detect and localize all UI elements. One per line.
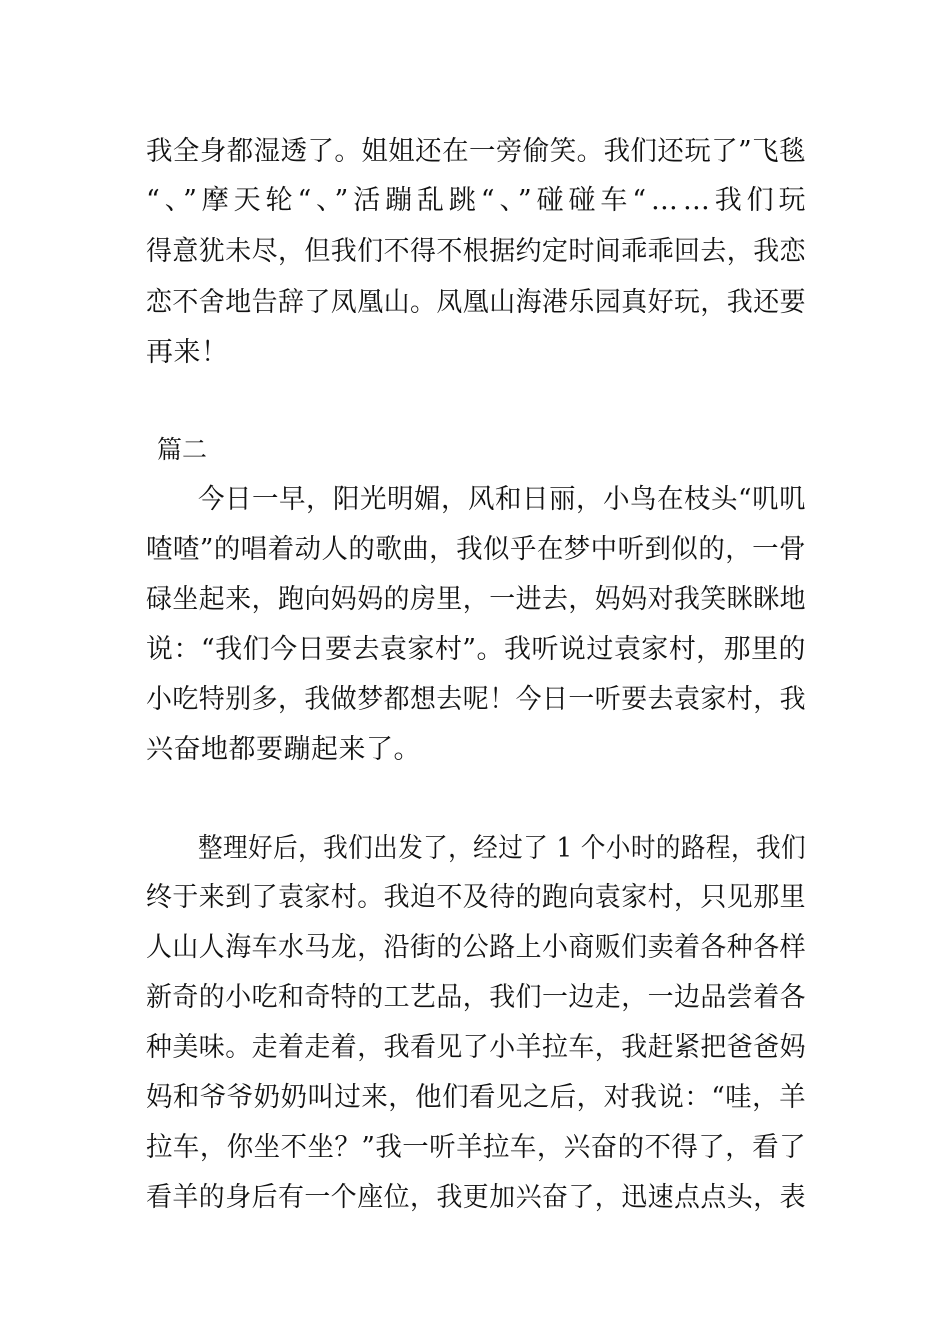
text-line: “、”摩天轮“、”活蹦乱跳“、”碰碰车“……我们玩: [146, 185, 811, 216]
text-line: 拉车，你坐不坐？”我一听羊拉车，兴奋的不得了，看了: [146, 1132, 806, 1163]
text-line: 终于来到了袁家村。我迫不及待的跑向袁家村，只见那里: [146, 882, 806, 913]
text-line: 再来！: [146, 337, 229, 368]
text-line: 恋不舍地告辞了凤凰山。凤凰山海港乐园真好玩，我还要: [146, 287, 806, 318]
text-line: 妈和爷爷奶奶叫过来，他们看见之后，对我说：“哇，羊: [146, 1082, 806, 1113]
text-line: 看羊的身后有一个座位，我更加兴奋了，迅速点点头，表: [146, 1182, 806, 1213]
text-line: 得意犹未尽，但我们不得不根据约定时间乖乖回去，我恋: [146, 236, 806, 267]
text-line: 新奇的小吃和奇特的工艺品，我们一边走，一边品尝着各: [146, 982, 806, 1013]
text-line: 人山人海车水马龙，沿街的公路上小商贩们卖着各种各样: [146, 932, 806, 963]
text-line: 我全身都湿透了。姐姐还在一旁偷笑。我们还玩了”飞毯: [146, 136, 806, 167]
section-title: 篇二: [157, 435, 208, 464]
text-line: 整理好后，我们出发了，经过了 1 个小时的路程，我们: [198, 833, 806, 864]
text-line: 小吃特别多，我做梦都想去呢！今日一听要去袁家村，我: [146, 684, 806, 715]
text-line: 种美味。走着走着，我看见了小羊拉车，我赶紧把爸爸妈: [146, 1032, 806, 1063]
text-line: 说：“我们今日要去袁家村”。我听说过袁家村，那里的: [146, 634, 806, 665]
text-line: 兴奋地都要蹦起来了。: [146, 734, 421, 765]
text-line: 喳喳”的唱着动人的歌曲，我似乎在梦中听到似的，一骨: [146, 534, 806, 565]
text-line: 碌坐起来，跑向妈妈的房里，一进去，妈妈对我笑眯眯地: [146, 584, 806, 615]
text-line: 今日一早，阳光明媚，风和日丽，小鸟在枝头“叽叽: [198, 484, 806, 515]
